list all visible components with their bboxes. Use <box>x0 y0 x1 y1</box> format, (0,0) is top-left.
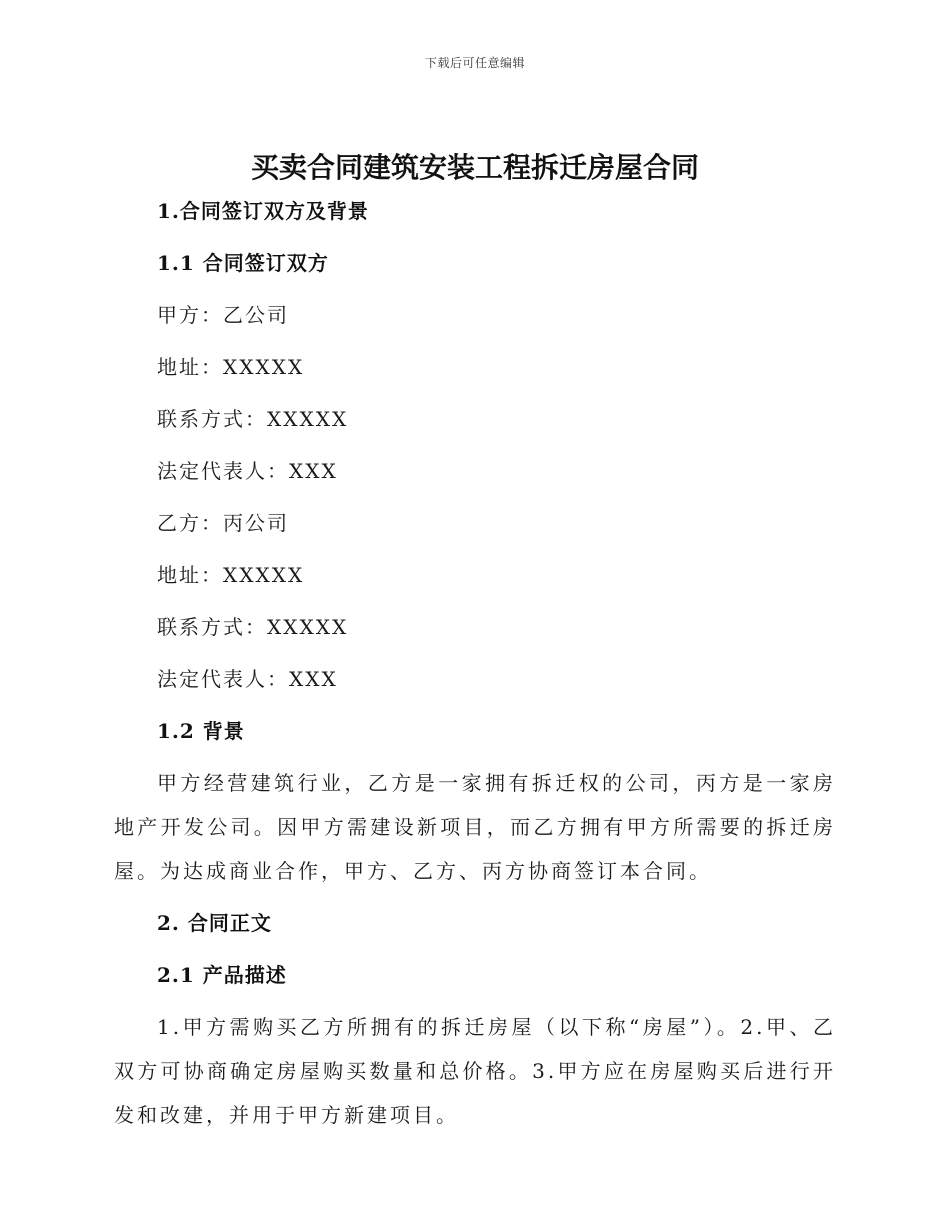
header-note: 下载后可任意编辑 <box>424 56 525 70</box>
party-b-contact: 联系方式：XXXXX <box>157 615 349 639</box>
background-paragraph: 甲方经营建筑行业，乙方是一家拥有拆迁权的公司，丙方是一家房地产开发公司。因甲方需建设新项目，而乙方拥有甲方所需要的拆迁房屋。为达成商业合作，甲方、乙方、丙方协商签订本合同。 <box>114 771 836 883</box>
party-a-address: 地址：XXXXX <box>157 355 305 379</box>
section-2-heading: 2. 合同正文 <box>157 911 272 935</box>
document-title: 买卖合同建筑安装工程拆迁房屋合同 <box>250 151 699 184</box>
section-2-1-heading: 2.1 产品描述 <box>157 963 287 987</box>
party-b-address: 地址：XXXXX <box>157 563 305 587</box>
party-a-name: 甲方：乙公司 <box>157 303 289 327</box>
section-1-heading: 1.合同签订双方及背景 <box>157 199 369 223</box>
party-a-representative: 法定代表人：XXX <box>157 459 338 483</box>
section-1-1-heading: 1.1 合同签订双方 <box>157 251 329 275</box>
section-1-2-heading: 1.2 背景 <box>157 719 245 743</box>
document-body <box>114 197 836 1137</box>
product-description-paragraph: 1.甲方需购买乙方所拥有的拆迁房屋（以下称“房屋”）。2.甲、乙双方可协商确定房屋购买数量和总价格。3.甲方应在房屋购买后进行开发和改建，并用于甲方新建项目。 <box>114 1015 836 1127</box>
party-b-name: 乙方：丙公司 <box>157 511 289 535</box>
party-a-contact: 联系方式：XXXXX <box>157 407 349 431</box>
party-b-representative: 法定代表人：XXX <box>157 667 338 691</box>
